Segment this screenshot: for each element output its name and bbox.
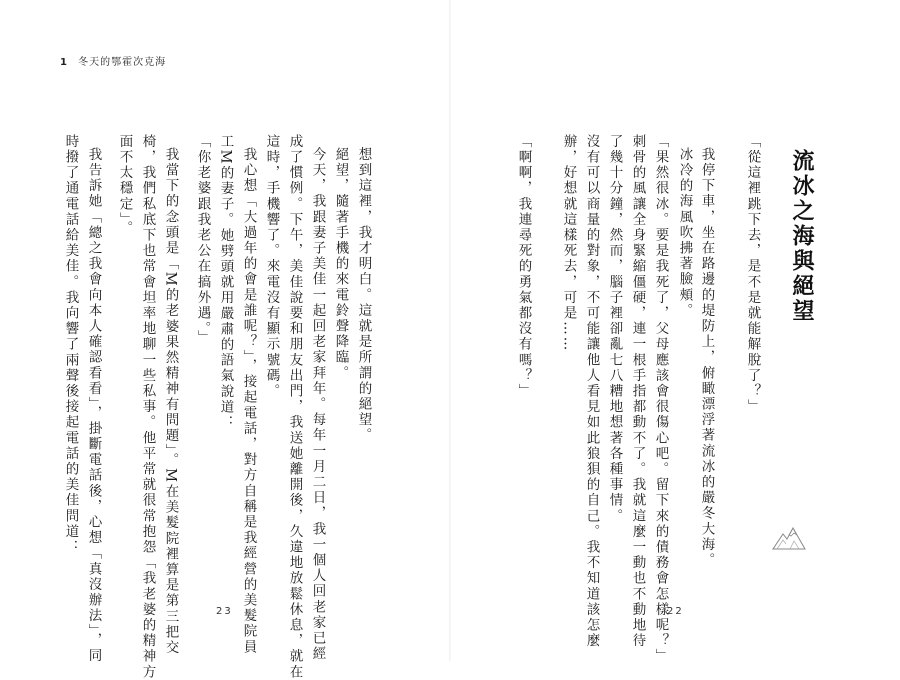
- text-line: 工M的妻子。她劈頭就用嚴肅的語氣說道：: [217, 134, 234, 431]
- text-line: 我心想「大過年的會是誰呢？」，接起電話，對方自稱是我經營的美髮院員: [240, 147, 257, 656]
- text-line: 辦，好想就這樣死去，可是……: [560, 134, 577, 353]
- text-line: 刺骨的風讓全身緊縮僵硬，連一根手指都動不了。我就這麼一動也不動地待: [629, 134, 646, 649]
- page-number-right: 22: [667, 606, 684, 617]
- text-line: 時撥了通電話給美佳。我向響了兩聲後接起電話的美佳問道：: [62, 134, 79, 556]
- text-line: 椅，我們私底下也常會坦率地聊一些私事。他平常就很常抱怨「我老婆的精神方: [139, 134, 156, 680]
- mountain-logo-icon: [772, 525, 806, 551]
- text-line: 我當下的念頭是「M的老婆果然精神有問題」。M在美髮院裡算是第三把交: [162, 147, 179, 656]
- section-title: 流冰之海與絕望: [789, 149, 814, 324]
- text-line: 我告訴她「總之我會向本人確認看看」，掛斷電話後，心想「真沒辦法」，同: [85, 147, 102, 664]
- page-gutter: [449, 0, 451, 661]
- text-line: 成了慣例。下午，美佳說要和朋友出門，我送她離開後，久違地放鬆休息，就在: [286, 134, 303, 680]
- text-line: 「果然很冰。要是我死了，父母應該會很傷心吧。留下來的債務會怎樣呢？」: [652, 134, 669, 665]
- text-line: 這時，手機響了。來電沒有顯示號碼。: [263, 134, 280, 400]
- text-line: 絕望，隨著手機的來電鈴聲降臨。: [332, 147, 349, 381]
- text-line: 面不太穩定」。: [116, 134, 133, 237]
- text-line: 想到這裡，我才明白。這就是所謂的絕望。: [355, 147, 372, 444]
- text-line: 了幾十分鐘，然而，腦子裡卻亂七八糟地想著各種事情。: [606, 134, 623, 524]
- chapter-title: 冬天的鄂霍次克海: [78, 57, 167, 68]
- page-number-left: 23: [216, 606, 233, 617]
- text-line: 沒有可以商量的對象，不可能讓他人看見如此狼狽的自己。我不知道該怎麼: [583, 134, 600, 649]
- text-line: 「啊啊，我連尋死的勇氣都沒有嗎？」: [515, 134, 532, 400]
- text-line: 我停下車，坐在路邊的堤防上，俯瞰漂浮著流冰的嚴冬大海。: [698, 147, 715, 569]
- text-line: 冰冷的海風吹拂著臉頰。: [676, 147, 693, 319]
- text-line: 「你老婆跟我老公在搞外遇。」: [194, 134, 211, 346]
- running-header: [60, 53, 166, 68]
- text-line: 今天，我跟妻子美佳一起回老家拜年。每年一月二日，我一個人回老家已經: [309, 147, 326, 662]
- chapter-number: 1: [60, 57, 68, 68]
- text-line: 「從這裡跳下去，是不是就能解脫了？」: [744, 134, 761, 415]
